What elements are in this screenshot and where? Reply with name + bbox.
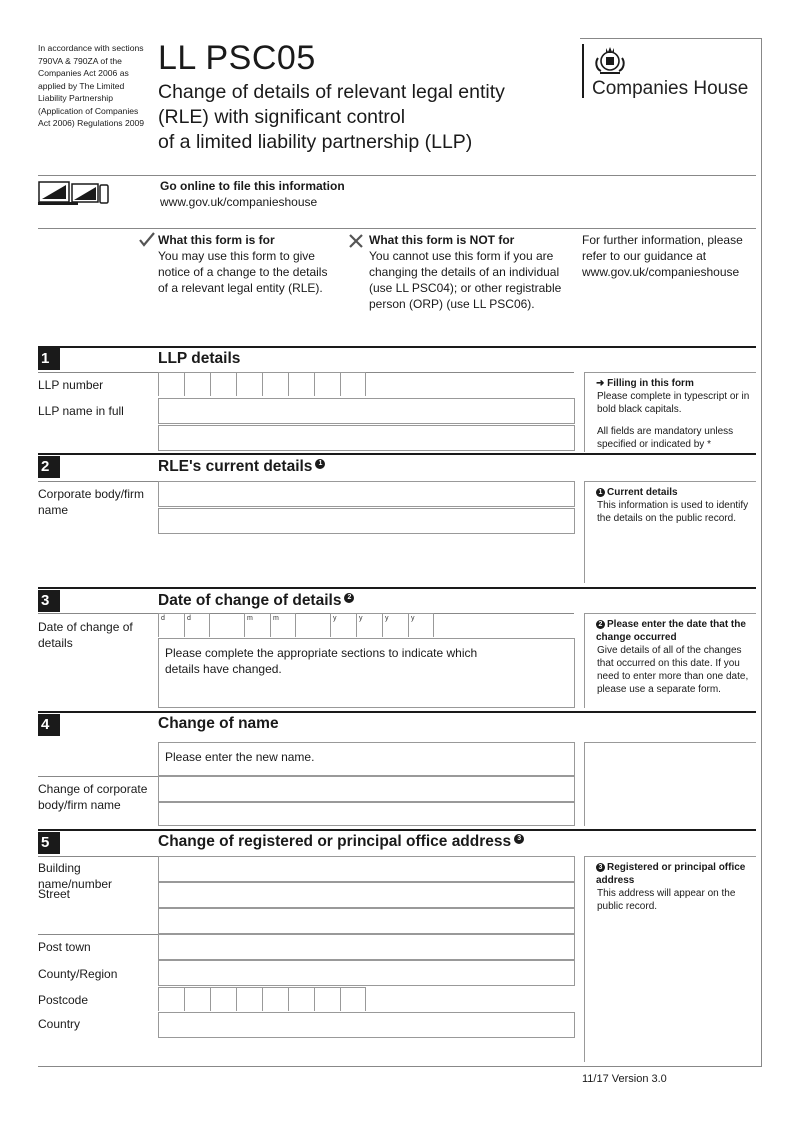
legal-basis-text: In accordance with sections 790VA & 790ZA of the Companies Act 2006 as applied by The Limited Liability Partnership (Application of Companies Act 2006) Regulations 2009 — [38, 43, 145, 128]
date-of-change-note-heading: Please enter the date that the change occurred — [596, 619, 746, 643]
date-month-cell[interactable]: m — [270, 613, 296, 637]
new-name-input-line-2[interactable] — [158, 802, 575, 826]
note-marker-2-icon: 2 — [596, 620, 605, 629]
llp-name-input-line-1[interactable] — [158, 398, 575, 424]
postcode-cell[interactable] — [184, 987, 210, 1011]
address-rule — [38, 934, 158, 935]
date-year-cell[interactable]: y — [356, 613, 382, 637]
llp-number-cell[interactable] — [288, 372, 314, 396]
corporate-body-name-input-line-2[interactable] — [158, 508, 575, 534]
postcode-cell[interactable] — [314, 987, 340, 1011]
registered-office-note-body: This address will appear on the public record. — [597, 888, 736, 912]
change-of-name-side-box — [584, 742, 756, 826]
version-label: 11/17 Version 3.0 — [582, 1073, 667, 1085]
registered-office-note-heading: Registered or principal office address — [596, 862, 746, 886]
country-label: Country — [38, 1017, 81, 1031]
page-border-top — [580, 38, 762, 39]
date-of-change-note-body: Give details of all of the changes that occurred on this date. If you need to enter more than one date, please use a separate form. — [597, 645, 749, 695]
building-label: Building name/number — [38, 861, 113, 891]
form-not-for-heading: What this form is NOT for — [369, 233, 515, 247]
online-url[interactable]: www.gov.uk/companieshouse — [160, 195, 318, 209]
street-input-line-2[interactable] — [158, 908, 575, 934]
section-1-number: 1 — [38, 348, 60, 370]
llp-number-cell[interactable] — [184, 372, 210, 396]
further-information: For further information, please refer to our guidance at www.gov.uk/companieshouse — [582, 233, 743, 279]
section-4-title: Change of name — [158, 715, 279, 732]
form-purpose-heading: What this form is for — [158, 233, 275, 247]
street-input-line-1[interactable] — [158, 882, 575, 908]
form-purpose-body: You may use this form to give notice of a change to the details of a relevant legal entity (RLE). — [158, 249, 328, 295]
section-3-title-text: Date of change of details — [158, 592, 342, 609]
form-title-line-1: Change of details of relevant legal entity — [158, 81, 505, 103]
llp-number-cell[interactable] — [236, 372, 262, 396]
section-5-title — [158, 833, 524, 851]
new-name-instruction: Please enter the new name. — [165, 750, 315, 764]
change-of-name-label: Change of corporate body/firm name — [38, 782, 148, 812]
form-not-for — [369, 232, 569, 312]
county-label: County/Region — [38, 967, 118, 981]
note-marker-3-icon: 3 — [596, 863, 605, 872]
form-title — [158, 80, 578, 155]
new-name-input-line-1[interactable] — [158, 776, 575, 802]
form-title-line-2: (RLE) with significant control — [158, 106, 406, 128]
filling-in-form-body: Please complete in typescript or in bold black capitals. — [597, 391, 750, 415]
companies-house-logo-text: Companies House — [592, 78, 749, 99]
logo-divider — [582, 44, 584, 98]
post-town-input[interactable] — [158, 934, 575, 960]
change-of-name-rule — [38, 776, 158, 777]
section-3-number: 3 — [38, 590, 60, 612]
llp-number-label: LLP number — [38, 378, 104, 392]
date-year-cell[interactable]: y — [382, 613, 408, 637]
llp-number-input[interactable] — [158, 372, 366, 396]
section-3-rule — [38, 587, 756, 589]
which-details-changed-box — [158, 638, 575, 708]
cross-icon — [348, 233, 364, 249]
note-marker-1-icon: 1 — [596, 488, 605, 497]
current-details-note — [584, 481, 756, 583]
postcode-label: Postcode — [38, 993, 89, 1007]
llp-number-cell[interactable] — [262, 372, 288, 396]
corporate-body-name-label: Corporate body/firm name — [38, 487, 145, 517]
date-day-cell[interactable]: d — [184, 613, 210, 637]
date-of-change-input[interactable] — [158, 613, 434, 637]
post-town-label: Post town — [38, 940, 91, 954]
devices-icon — [38, 180, 110, 208]
current-details-heading: Current details — [607, 487, 678, 498]
corporate-body-name-input-line-1[interactable] — [158, 481, 575, 507]
llp-number-cell[interactable] — [210, 372, 236, 396]
check-icon — [138, 231, 156, 247]
date-year-cell[interactable]: y — [408, 613, 434, 637]
royal-crest-icon — [592, 44, 628, 76]
header-rule — [38, 175, 756, 176]
current-details-body: This information is used to identify the details on the public record. — [597, 500, 749, 524]
postcode-cell[interactable] — [158, 987, 184, 1011]
section-5-title-text: Change of registered or principal office address — [158, 833, 512, 850]
building-input[interactable] — [158, 856, 575, 882]
llp-number-cell[interactable] — [314, 372, 340, 396]
note-marker-3: 3 — [514, 834, 524, 844]
which-details-changed-instruction: Please complete the appropriate sections to indicate which details have changed. — [165, 646, 478, 676]
section-2-rule — [38, 453, 756, 455]
llp-name-input-line-2[interactable] — [158, 425, 575, 451]
llp-number-cell[interactable] — [158, 372, 184, 396]
date-month-cell[interactable]: m — [244, 613, 270, 637]
footer-rule — [38, 1066, 762, 1067]
section-2-title — [158, 458, 325, 476]
postcode-cell[interactable] — [210, 987, 236, 1011]
section-3-title — [158, 592, 354, 610]
page-border-right — [761, 38, 762, 1066]
form-title-line-3: of a limited liability partnership (LLP) — [158, 131, 473, 153]
postcode-cell[interactable] — [288, 987, 314, 1011]
street-label: Street — [38, 887, 71, 901]
country-input[interactable] — [158, 1012, 575, 1038]
arrow-right-icon: ➜ — [596, 378, 605, 389]
date-of-change-label: Date of change of details — [38, 620, 133, 650]
form-code: LL PSC05 — [158, 39, 316, 77]
section-5-rule — [38, 829, 756, 831]
postcode-cell[interactable] — [340, 987, 366, 1011]
postcode-input[interactable] — [158, 987, 366, 1011]
section-2-title-text: RLE's current details — [158, 458, 313, 475]
date-day-cell[interactable]: d — [158, 613, 184, 637]
llp-name-label: LLP name in full — [38, 404, 124, 418]
section-4-rule — [38, 711, 756, 713]
section-1-rule — [38, 346, 756, 348]
postcode-cell[interactable] — [262, 987, 288, 1011]
note-marker-2: 2 — [344, 593, 354, 603]
section-5-number: 5 — [38, 832, 60, 854]
section-4-number: 4 — [38, 714, 60, 736]
new-name-instruction-box — [158, 742, 575, 776]
llp-number-cell[interactable] — [340, 372, 366, 396]
online-rule — [38, 228, 756, 229]
note-marker-1: 1 — [315, 459, 325, 469]
filling-in-form-note — [584, 372, 756, 452]
postcode-cell[interactable] — [236, 987, 262, 1011]
filling-in-form-heading: Filling in this form — [607, 378, 694, 389]
county-input[interactable] — [158, 960, 575, 986]
date-year-cell[interactable]: y — [330, 613, 356, 637]
online-heading: Go online to file this information — [160, 179, 345, 193]
section-1-title: LLP details — [158, 350, 241, 367]
registered-office-note — [584, 856, 756, 1062]
mandatory-fields-note: All fields are mandatory unless specified or indicated by * — [597, 426, 734, 450]
date-of-change-note — [584, 613, 756, 708]
form-purpose — [158, 232, 334, 296]
section-2-number: 2 — [38, 456, 60, 478]
form-not-for-body: You cannot use this form if you are changing the details of an individual (use LL PSC04); or other registrable person (ORP) (use LL PSC06). — [369, 249, 562, 311]
